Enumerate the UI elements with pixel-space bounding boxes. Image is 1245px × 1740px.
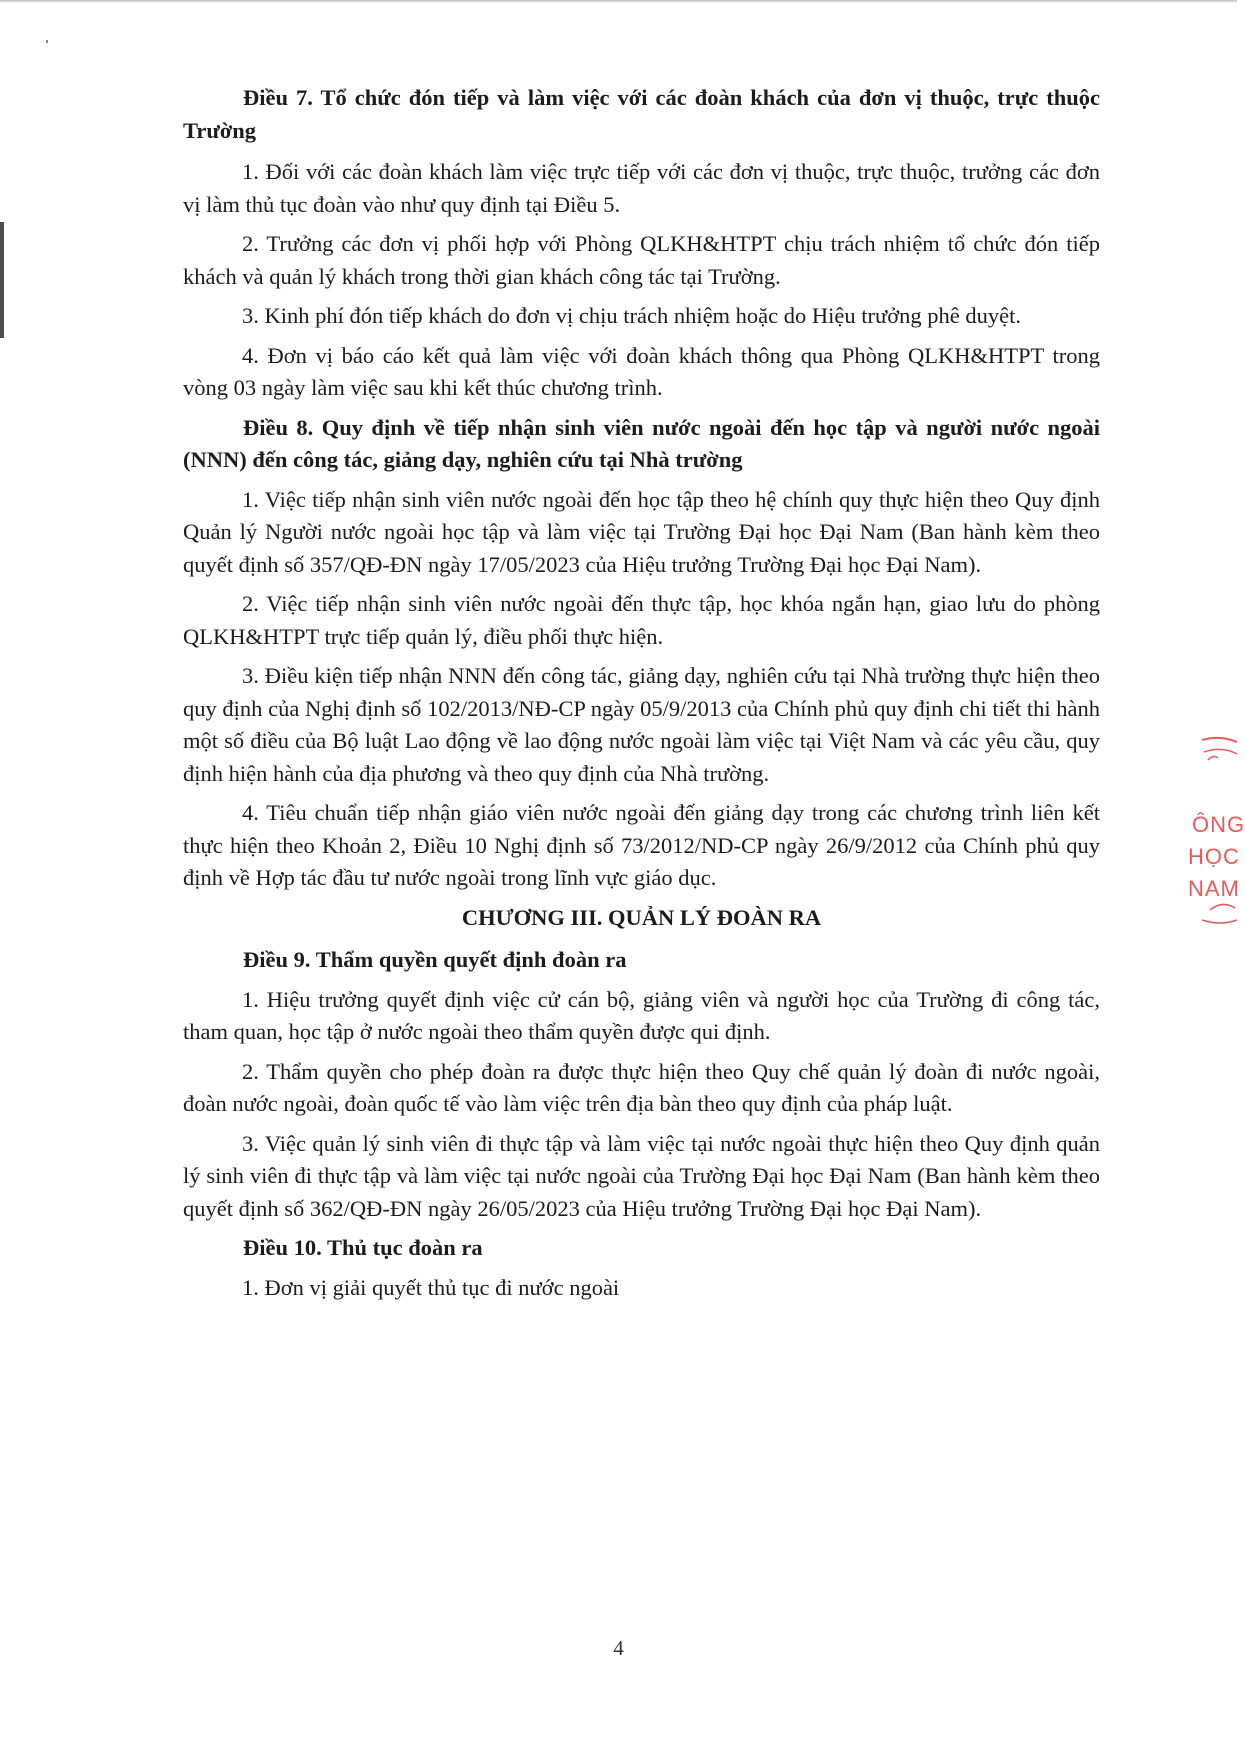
article-7-item-3: 3. Kinh phí đón tiếp khách do đơn vị chịu trách nhiệm hoặc do Hiệu trưởng phê duyệt.	[242, 303, 1021, 328]
article-9-item-2: 2. Thẩm quyền cho phép đoàn ra được thực hiện theo Quy chế quản lý đoàn đi nước ngoài, đoàn nước ngoài, đoàn quốc tế vào làm việc trên địa bàn theo quy định của pháp luật.	[183, 1058, 1100, 1116]
article-9-title: Điều 9. Thẩm quyền quyết định đoàn ra	[243, 947, 627, 972]
article-8-item-1: 1. Việc tiếp nhận sinh viên nước ngoài đến học tập theo hệ chính quy thực hiện theo Quy định Quản lý Người nước ngoài học tập và làm việc tại Trường Đại học Đại Nam (Ban hành kèm theo quyết định số 357/QĐ-ĐN ngày 17/05/2023 của Hiệu trưởng Trường Đại học Đại Nam).	[183, 486, 1100, 577]
red-seal-stamp	[1180, 730, 1245, 950]
article-8-item-2: 2. Việc tiếp nhận sinh viên nước ngoài đến thực tập, học khóa ngắn hạn, giao lưu do phòng QLKH&HTPT trực tiếp quản lý, điều phối thực hiện.	[183, 591, 1100, 649]
article-7-title: Điều 7. Tổ chức đón tiếp và làm việc với các đoàn khách của đơn vị thuộc, trực thuộc Trường	[183, 85, 1100, 143]
document-body	[183, 82, 1100, 1311]
seal-text-line-2: HỌC	[1188, 844, 1240, 869]
article-8-title: Điều 8. Quy định về tiếp nhận sinh viên nước ngoài đến học tập và người nước ngoài (NNN) đến công tác, giảng dạy, nghiên cứu tại Nhà trường	[183, 414, 1100, 472]
seal-ring-icon	[1180, 730, 1237, 950]
article-7-item-2: 2. Trưởng các đơn vị phối hợp với Phòng QLKH&HTPT chịu trách nhiệm tổ chức đón tiếp khách và quản lý khách trong thời gian khách công tác tại Trường.	[183, 231, 1100, 289]
article-7-item-1: 1. Đối với các đoàn khách làm việc trực tiếp với các đơn vị thuộc, trực thuộc, trưởng các đơn vị làm thủ tục đoàn vào như quy định tại Điều 5.	[183, 159, 1100, 217]
chapter-3-heading: CHƯƠNG III. QUẢN LÝ ĐOÀN RA	[461, 904, 822, 930]
article-8-item-3: 3. Điều kiện tiếp nhận NNN đến công tác, giảng dạy, nghiên cứu tại Nhà trường thực hiện theo quy định của Nghị định số 102/2013/NĐ-CP ngày 05/9/2013 của Chính phủ quy định chi tiết thi hành một số điều của Bộ luật Lao động về lao động nước ngoài làm việc tại Việt Nam và các yêu cầu, quy định hiện hành của địa phương và theo quy định của Nhà trường.	[183, 663, 1100, 786]
article-10-item-1: 1. Đơn vị giải quyết thủ tục đi nước ngoài	[242, 1274, 620, 1300]
article-10-title: Điều 10. Thủ tục đoàn ra	[243, 1235, 483, 1260]
scan-top-edge	[0, 0, 1237, 3]
article-7-item-4: 4. Đơn vị báo cáo kết quả làm việc với đoàn khách thông qua Phòng QLKH&HTPT trong vòng 03 ngày làm việc sau khi kết thúc chương trình.	[183, 342, 1100, 400]
scan-speck	[46, 40, 48, 43]
seal-text-line-1: ÔNG	[1192, 812, 1245, 837]
article-8-item-4: 4. Tiêu chuẩn tiếp nhận giáo viên nước ngoài đến giảng dạy trong các chương trình liên kết thực hiện theo Khoản 2, Điều 10 Nghị định số 73/2012/ND-CP ngày 26/9/2012 của Chính phủ quy định về Hợp tác đầu tư nước ngoài trong lĩnh vực giáo dục.	[183, 800, 1100, 890]
article-9-item-3: 3. Việc quản lý sinh viên đi thực tập và làm việc tại nước ngoài thực hiện theo Quy định quản lý sinh viên đi thực tập và làm việc tại nước ngoài của Trường Đại học Đại Nam (Ban hành kèm theo quyết định số 362/QĐ-ĐN ngày 26/05/2023 của Hiệu trưởng Trường Đại học Đại Nam).	[183, 1130, 1100, 1221]
scan-binding-mark	[0, 222, 4, 338]
seal-text-line-3: NAM	[1188, 876, 1240, 901]
article-9-item-1: 1. Hiệu trưởng quyết định việc cử cán bộ, giảng viên và người học của Trường đi công tác, tham quan, học tập ở nước ngoài theo thẩm quyền được qui định.	[183, 986, 1100, 1044]
page-number: 4	[613, 1636, 624, 1660]
